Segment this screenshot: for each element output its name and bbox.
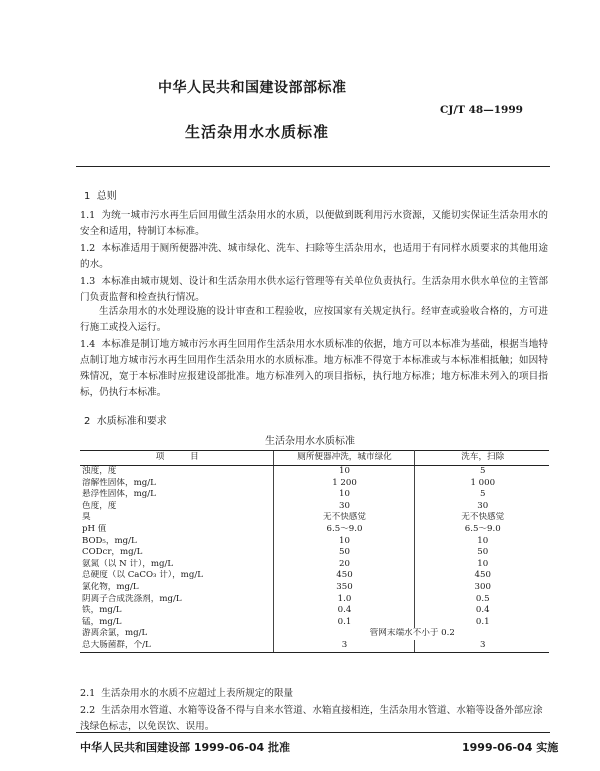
- table-row: 阴离子合成洗涤剂，mg/L 1.0 0.5: [82, 593, 490, 604]
- table-row: 锰，mg/L 0.1 0.1: [82, 616, 490, 627]
- table-row: BOD₅，mg/L 10 10: [82, 535, 489, 546]
- table-row: 浊度，度 10 5: [82, 466, 486, 476]
- footer-approved: 中华人民共和国建设部 1999-06-04 批准: [80, 741, 291, 754]
- table-row: 总硬度（以 CaCO₃ 计），mg/L 450 450: [82, 570, 491, 581]
- footer-rule: [76, 732, 550, 733]
- table-caption: 生活杂用水水质标准: [265, 436, 355, 447]
- standard-code: CJ/T 48—1999: [440, 104, 523, 116]
- paragraph-1-2: 1.2 本标准适用于厕所便器冲洗、城市绿化、洗车、扫除等生活杂用水，也适用于有同样水质要求的其他用途的水。: [80, 243, 548, 270]
- water-quality-table: [80, 450, 549, 653]
- section-heading-1: 1 总则: [84, 191, 117, 202]
- table-row: 色度，度 30 30: [82, 500, 489, 511]
- table-row: 总大肠菌群，个/L 3 3: [80, 640, 549, 652]
- paragraph-1-1: 1.1 为统一城市污水再生后回用做生活杂用水的水质，以便做到既利用污水资源，又能切实保证生活杂用水的安全和适用，特制订本标准。: [80, 210, 548, 237]
- table-row: pH 值 6.5～9.0 6.5～9.0: [82, 523, 501, 534]
- document-title: 生活杂用水水质标准: [185, 123, 330, 141]
- footer-effective: 1999-06-04 实施: [462, 741, 559, 754]
- table-row: 悬浮性固体，mg/L 10 5: [82, 489, 486, 500]
- table-row: 溶解性固体，mg/L 1 200 1 000: [82, 477, 496, 488]
- table-row: 氨氮（以 N 计），mg/L 20 10: [82, 558, 489, 569]
- paragraph-1-4: 1.4 本标准是制订地方城市污水再生回用作生活杂用水水质标准的依据，地方可以本标准为基础，根据当地特点制订地方城市污水再生回用作生活杂用水的水质标准。地方标准不得宽于本标准或与本标准相抵触；如因特殊情况，宽于本标准时应报建设部批准。地方标准列入的项目指标，执行地方标准；地方标准未列入的项目指标，仍执行本标准。: [80, 339, 548, 398]
- header-item: 项 目: [80, 451, 273, 466]
- note-2-2: 2.2 生活杂用水管道、水箱等设备不得与自来水管道、水箱直接相连，生活杂用水管道、水箱等设备外部应涂浅绿色标志，以免误饮、误用。: [80, 705, 543, 732]
- issuer-title: 中华人民共和国建设部部标准: [158, 80, 347, 96]
- section-heading-2: 2 水质标准和要求: [84, 416, 167, 427]
- table-row: CODcr，mg/L 50 50: [82, 547, 489, 558]
- table-row: 铁，mg/L 0.4 0.4: [82, 605, 490, 616]
- header-rule: [76, 166, 550, 167]
- header-car-wash-cleaning: 洗车，扫除: [414, 451, 549, 466]
- header-toilet-greening: 厕所便器冲洗，城市绿化: [273, 451, 414, 466]
- table-header-row: [80, 451, 549, 466]
- paragraph-1-3-continued: 生活杂用水的水处理设施的设计审查和工程验收，应按国家有关规定执行。经审查或验收合格的，方可进行施工或投入运行。: [80, 306, 548, 333]
- table-row: 氯化物，mg/L 350 300: [82, 581, 491, 592]
- paragraph-1-3: 1.3 本标准由城市规划、设计和生活杂用水供水运行管理等有关单位负责执行。生活杂用水供水单位的主管部门负责监督和检查执行情况。: [80, 276, 548, 303]
- table-row-merged: 游离余氯，mg/L 管网末端水不小于 0.2: [80, 628, 549, 640]
- note-2-1: 2.1 生活杂用水的水质不应超过上表所规定的限量: [80, 688, 294, 699]
- table-row: 臭 无不快感觉 无不快感觉: [82, 512, 505, 523]
